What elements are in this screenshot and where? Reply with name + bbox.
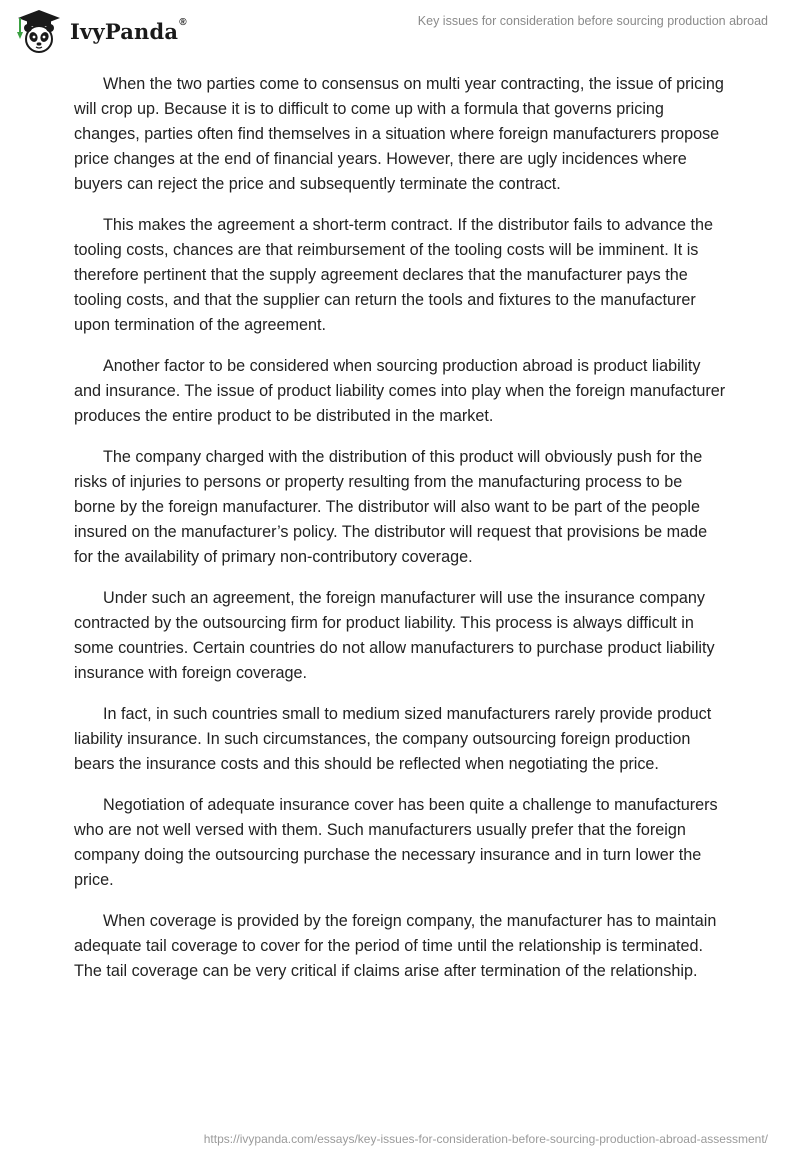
brand-name: IvyPanda®	[70, 16, 187, 44]
brand-logo[interactable]	[14, 8, 187, 54]
paragraph: Negotiation of adequate insurance cover has been quite a challenge to manufacturers who are not well versed with them. Such manufacturers usually prefer that the foreign company doing the outsourcing purchase the necessary insurance and in turn lower the price.	[74, 796, 718, 889]
registered-mark: ®	[179, 16, 187, 28]
paragraph: When the two parties come to consensus on multi year contracting, the issue of pricing will crop up. Because it is to difficult to come up with a formula that governs pricing changes, parties often find themselves in a situation where foreign manufacturers propose price changes at the end of financial years. However, there are ugly incidences where buyers can reject the price and subsequently terminate the contract.	[74, 75, 724, 193]
paragraph: When coverage is provided by the foreign company, the manufacturer has to maintain adequate tail coverage to cover for the period of time until the relationship is terminated. The tail coverage can be very critical if claims arise after termination of the relationship.	[74, 912, 717, 980]
panda-graduate-icon	[14, 8, 64, 54]
paragraph: The company charged with the distribution of this product will obviously push for the risks of injuries to persons or property resulting from the manufacturing process to be borne by the foreign manufacturer. The distributor will also want to be part of the people insured on the manufacturer’s policy. The distributor will request that provisions be made for the availability of primary non-contributory coverage.	[74, 448, 708, 566]
paragraph: Under such an agreement, the foreign manufacturer will use the insurance company contracted by the outsourcing firm for product liability. This process is always difficult in some countries. Certain countries do not allow manufacturers to purchase product liability insurance with foreign coverage.	[74, 589, 715, 682]
paragraph: Another factor to be considered when sourcing production abroad is product liability and insurance. The issue of product liability comes into play when the foreign manufacturer produces the entire product to be distributed in the market.	[74, 357, 726, 425]
source-url[interactable]: https://ivypanda.com/essays/key-issues-for-consideration-before-sourcing-production-abroad-assessment/	[203, 1132, 768, 1146]
page-header	[0, 0, 800, 60]
essay-body	[74, 72, 726, 1000]
paragraph: This makes the agreement a short-term contract. If the distributor fails to advance the tooling costs, chances are that reimbursement of the tooling costs will be imminent. It is therefore pertinent that the supply agreement declares that the manufacturer pays the tooling costs, and that the supplier can return the tools and fixtures to the manufacturer upon termination of the agreement.	[74, 216, 714, 334]
paragraph: In fact, in such countries small to medium sized manufacturers rarely provide product liability insurance. In such circumstances, the company outsourcing foreign production bears the insurance costs and this should be reflected when negotiating the price.	[74, 705, 712, 773]
document-title: Key issues for consideration before sourcing production abroad	[417, 14, 768, 28]
